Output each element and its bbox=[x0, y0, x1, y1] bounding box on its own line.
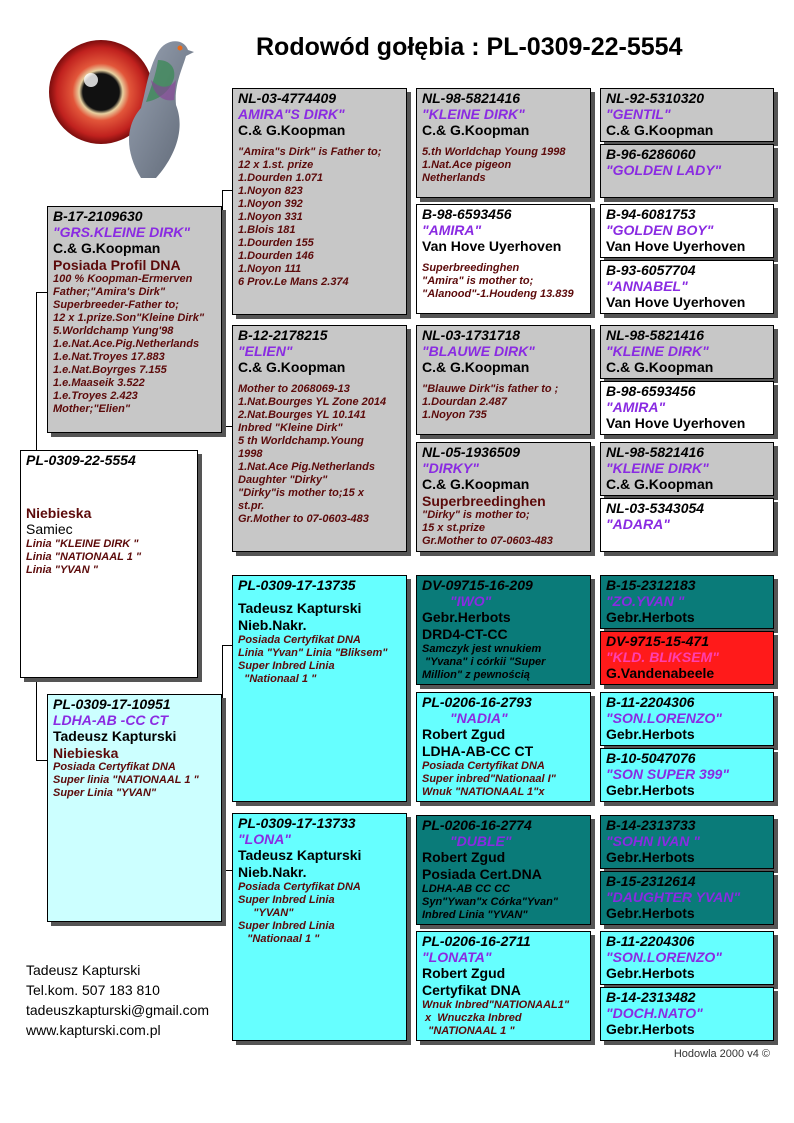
breeder: Robert Zgud bbox=[422, 726, 506, 742]
gen4-card-12[interactable] bbox=[600, 748, 774, 802]
breeder: C.& G.Koopman bbox=[606, 476, 714, 492]
bird-name: "DIRKY" bbox=[422, 460, 479, 476]
ring-number: DV-9715-15-471 bbox=[606, 633, 709, 649]
breeder: Van Hove Uyerhoven bbox=[606, 238, 746, 254]
gen3-mmm-card[interactable] bbox=[416, 931, 591, 1041]
bird-color: Nieb.Nakr. bbox=[238, 864, 307, 880]
ring-number: B-10-5047076 bbox=[606, 750, 696, 766]
father-ring-number: B-17-2109630 bbox=[53, 208, 143, 224]
ring-number: NL-92-5310320 bbox=[606, 90, 705, 106]
breeder: Robert Zgud bbox=[422, 965, 506, 981]
gen4-card-1[interactable] bbox=[600, 88, 774, 142]
dna-profile: Certyfikat DNA bbox=[422, 982, 521, 998]
gen3-mmf-card[interactable] bbox=[416, 815, 591, 925]
gen4-card-5[interactable] bbox=[600, 325, 774, 379]
achievements: "Amira"s Dirk" is Father to; 12 x 1.st. prize 1.Dourden 1.071 1.Noyon 823 1.Noyon 392 1.Noyon 331 1.Blois 181 1.Dourden 155 1.Dourden 146 1.Noyon 111 6 Prov.Le Mans 2.374 bbox=[238, 146, 382, 288]
ring-number: B-15-2312614 bbox=[606, 873, 696, 889]
gen3-ffm-card[interactable] bbox=[416, 204, 591, 314]
contact-email[interactable]: tadeuszkapturski@gmail.com bbox=[26, 1002, 210, 1018]
achievements: Posiada Certyfikat DNA Super Inbred Linia "YVAN" Super Inbred Linia "Nationaal 1 " bbox=[238, 881, 361, 945]
gen3-mff-card[interactable] bbox=[416, 575, 591, 685]
bird-name: "ANNABEL" bbox=[606, 278, 688, 294]
gen4-card-10[interactable] bbox=[600, 631, 774, 685]
breeder: C.& G.Koopman bbox=[238, 122, 346, 138]
gen3-fmm-card[interactable] bbox=[416, 442, 591, 552]
bird-name: "NADIA" bbox=[450, 710, 508, 726]
breeder: Van Hove Uyerhoven bbox=[606, 415, 746, 431]
achievements: Wnuk Inbred"NATIONAAL1" x Wnuczka Inbred "NATIONAAL 1 " bbox=[422, 999, 570, 1037]
ring-number: B-98-6593456 bbox=[606, 383, 696, 399]
contact-website[interactable]: www.kapturski.com.pl bbox=[26, 1022, 161, 1038]
ring-number: NL-05-1936509 bbox=[422, 444, 521, 460]
pigeon-eye-logo bbox=[46, 30, 196, 180]
gen4-card-15[interactable] bbox=[600, 931, 774, 985]
dna-profile: LDHA-AB-CC CT bbox=[422, 743, 534, 759]
ring-number: NL-98-5821416 bbox=[606, 327, 705, 343]
ring-number: B-15-2312183 bbox=[606, 577, 696, 593]
bird-name: "KLEINE DIRK" bbox=[422, 106, 525, 122]
breeder: C.& G.Koopman bbox=[238, 359, 346, 375]
ring-number: DV-09715-16-209 bbox=[422, 577, 533, 593]
bird-name: "KLEINE DIRK" bbox=[606, 343, 709, 359]
page-title: Rodowód gołębia : PL-0309-22-5554 bbox=[256, 33, 683, 61]
breeder: G.Vandenabeele bbox=[606, 665, 715, 681]
bird-name: "ELIEN" bbox=[238, 343, 293, 359]
gen4-card-11[interactable] bbox=[600, 692, 774, 746]
bird-name: "AMIRA" bbox=[606, 399, 666, 415]
gen4-card-4[interactable] bbox=[600, 260, 774, 314]
subject-sex: Samiec bbox=[26, 521, 73, 537]
ring-number: PL-0206-16-2711 bbox=[422, 933, 531, 949]
achievements: LDHA-AB CC CC Syn"Ywan"x Córka"Yvan" Inbred Linia "YVAN" bbox=[422, 883, 559, 921]
ring-number: NL-03-1731718 bbox=[422, 327, 521, 343]
father-name: "GRS.KLEINE DIRK" bbox=[53, 224, 190, 240]
gen4-card-16[interactable] bbox=[600, 987, 774, 1041]
achievements: Mother to 2068069-13 1.Nat.Bourges YL Zone 2014 2.Nat.Bourges YL 10.141 Inbred "Kleine Dirk" 5 th Worldchamp.Young 1998 1.Nat.Ace Pig.Netherlands Daughter "Dirky" "Dirky"is mother to;15 x st.pr. Gr.Mother to 07-0603-483 bbox=[238, 383, 387, 525]
grandmother-maternal-card[interactable] bbox=[232, 813, 407, 1041]
ring-number: PL-0309-17-13733 bbox=[238, 815, 356, 831]
gen3-mfm-card[interactable] bbox=[416, 692, 591, 802]
contact-phone: Tel.kom. 507 183 810 bbox=[26, 982, 160, 998]
gen3-fff-card[interactable] bbox=[416, 88, 591, 198]
gen4-card-14[interactable] bbox=[600, 871, 774, 925]
ring-number: PL-0206-16-2774 bbox=[422, 817, 532, 833]
breeder: Robert Zgud bbox=[422, 849, 506, 865]
breeder: Gebr.Herbots bbox=[606, 609, 695, 625]
contact-block bbox=[26, 960, 209, 1040]
bird-name: "ZO.YVAN " bbox=[606, 593, 685, 609]
gen3-fmf-card[interactable] bbox=[416, 325, 591, 435]
ring-number: B-96-6286060 bbox=[606, 146, 696, 162]
bird-name: AMIRA"S DIRK" bbox=[238, 106, 345, 122]
breeder: Tadeusz Kapturski bbox=[238, 600, 362, 616]
achievements: Superbreedinghen "Amira" is mother to; "Alanood"-1.Houdeng 13.839 bbox=[422, 262, 574, 300]
ring-number: B-98-6593456 bbox=[422, 206, 512, 222]
bird-name: "GOLDEN BOY" bbox=[606, 222, 714, 238]
bird-name: "SON SUPER 399" bbox=[606, 766, 729, 782]
subject-line-2: Linia "NATIONAAL 1 " bbox=[26, 551, 142, 563]
breeder: Gebr.Herbots bbox=[606, 782, 695, 798]
subject-line-3: Linia "YVAN " bbox=[26, 564, 98, 576]
breeder: C.& G.Koopman bbox=[422, 122, 530, 138]
bird-dna: Superbreedinghen bbox=[422, 493, 546, 509]
gen4-card-13[interactable] bbox=[600, 815, 774, 869]
ring-number: B-14-2313733 bbox=[606, 817, 696, 833]
bird-name: "LONATA" bbox=[422, 949, 492, 965]
ring-number: B-94-6081753 bbox=[606, 206, 696, 222]
achievements: 5.th Worldchap Young 1998 1.Nat.Ace pigeon Netherlands bbox=[422, 146, 566, 184]
ring-number: NL-03-5343054 bbox=[606, 500, 705, 516]
bird-name: "SOHN IVAN " bbox=[606, 833, 700, 849]
ring-number: PL-0309-17-13735 bbox=[238, 577, 356, 593]
grandfather-maternal-card[interactable] bbox=[232, 575, 407, 802]
mother-info: Posiada Certyfikat DNA Super linia "NATIONAAL 1 " Super Linia "YVAN" bbox=[53, 761, 199, 799]
ring-number: B-93-6057704 bbox=[606, 262, 696, 278]
ring-number: B-12-2178215 bbox=[238, 327, 328, 343]
gen4-card-7[interactable] bbox=[600, 442, 774, 496]
bird-name: "LONA" bbox=[238, 831, 291, 847]
breeder: C.& G.Koopman bbox=[606, 359, 714, 375]
breeder: Van Hove Uyerhoven bbox=[606, 294, 746, 310]
breeder: C.& G.Koopman bbox=[422, 359, 530, 375]
mother-breeder: Tadeusz Kapturski bbox=[53, 728, 177, 744]
bird-color: Nieb.Nakr. bbox=[238, 617, 307, 633]
gen4-card-2[interactable] bbox=[600, 144, 774, 198]
bird-name: "AMIRA" bbox=[422, 222, 482, 238]
mother-ring-number: PL-0309-17-10951 bbox=[53, 696, 171, 712]
ring-number: NL-98-5821416 bbox=[422, 90, 521, 106]
bird-name: "DAUGHTER YVAN" bbox=[606, 889, 741, 905]
footer-credit: Hodowla 2000 v4 © bbox=[673, 1048, 770, 1060]
breeder: C.& G.Koopman bbox=[422, 476, 530, 492]
gen4-card-8[interactable] bbox=[600, 498, 774, 552]
dna-profile: Posiada Cert.DNA bbox=[422, 866, 542, 882]
mother-name: LDHA-AB -CC CT bbox=[53, 712, 169, 728]
bird-name: "GENTIL" bbox=[606, 106, 671, 122]
breeder: Gebr.Herbots bbox=[422, 609, 511, 625]
breeder: Van Hove Uyerhoven bbox=[422, 238, 562, 254]
bird-name: "BLAUWE DIRK" bbox=[422, 343, 535, 359]
ring-number: PL-0206-16-2793 bbox=[422, 694, 532, 710]
mother-color: Niebieska bbox=[53, 745, 119, 761]
breeder: Gebr.Herbots bbox=[606, 849, 695, 865]
breeder: Tadeusz Kapturski bbox=[238, 847, 362, 863]
bird-name: "KLEINE DIRK" bbox=[606, 460, 709, 476]
achievements: Samczyk jest wnukiem "Yvana" i córkii "Super Million" z pewnością bbox=[422, 643, 546, 681]
ring-number: B-14-2313482 bbox=[606, 989, 696, 1005]
father-info: 100 % Koopman-Ermerven Father;"Amira's Dirk" Superbreeder-Father to; 12 x 1.prize.Son"Kleine Dirk" 5.Worldchamp Yung'98 1.e.Nat.Ace.Pig.Netherlands 1.e.Nat.Troyes 17.883 1.e.Nat.Boyrges 7.155 1.e.Maaseik 3.522 1.e.Troyes 2.423 Mother;"Elien" bbox=[53, 273, 205, 415]
bird-name: "DOCH.NATO" bbox=[606, 1005, 703, 1021]
breeder: Gebr.Herbots bbox=[606, 905, 695, 921]
bird-name: "GOLDEN LADY" bbox=[606, 162, 722, 178]
breeder: Gebr.Herbots bbox=[606, 726, 695, 742]
subject-color: Niebieska bbox=[26, 505, 92, 521]
bird-name: "KLD. BLIKSEM" bbox=[606, 649, 719, 665]
achievements: "Dirky" is mother to; 15 x st.prize Gr.Mother to 07-0603-483 bbox=[422, 509, 553, 547]
achievements: Posiada Certyfikat DNA Linia "Yvan" Linia "Bliksem" Super Inbred Linia "Nationaal 1 " bbox=[238, 634, 388, 685]
contact-name: Tadeusz Kapturski bbox=[26, 962, 141, 978]
achievements: "Blauwe Dirk"is father to ; 1.Dourdan 2.487 1.Noyon 735 bbox=[422, 383, 559, 421]
bird-name: "ADARA" bbox=[606, 516, 670, 532]
bird-name: "SON.LORENZO" bbox=[606, 949, 722, 965]
father-card[interactable] bbox=[47, 206, 222, 433]
ring-number: NL-98-5821416 bbox=[606, 444, 705, 460]
breeder: Gebr.Herbots bbox=[606, 965, 695, 981]
subject-bird-card[interactable] bbox=[20, 450, 198, 678]
ring-number: B-11-2204306 bbox=[606, 933, 695, 949]
dna-profile: DRD4-CT-CC bbox=[422, 626, 508, 642]
grandfather-paternal-card[interactable] bbox=[232, 88, 407, 315]
achievements: Posiada Certyfikat DNA Super inbred"Nationaal I" Wnuk "NATIONAAL 1"x bbox=[422, 760, 556, 798]
father-breeder: C.& G.Koopman bbox=[53, 240, 161, 256]
father-dna: Posiada Profil DNA bbox=[53, 257, 181, 273]
bird-name: "SON.LORENZO" bbox=[606, 710, 722, 726]
ring-number: B-11-2204306 bbox=[606, 694, 695, 710]
bird-name: "IWO" bbox=[450, 593, 492, 609]
gen4-card-9[interactable] bbox=[600, 575, 774, 629]
grandmother-paternal-card[interactable] bbox=[232, 325, 407, 552]
mother-card[interactable] bbox=[47, 694, 222, 922]
gen4-card-3[interactable] bbox=[600, 204, 774, 258]
breeder: C.& G.Koopman bbox=[606, 122, 714, 138]
breeder: Gebr.Herbots bbox=[606, 1021, 695, 1037]
bird-name: "DUBLE" bbox=[450, 833, 512, 849]
gen4-card-6[interactable] bbox=[600, 381, 774, 435]
ring-number: NL-03-4774409 bbox=[238, 90, 337, 106]
subject-line-1: Linia "KLEINE DIRK " bbox=[26, 538, 139, 550]
subject-ring-number: PL-0309-22-5554 bbox=[26, 452, 136, 468]
